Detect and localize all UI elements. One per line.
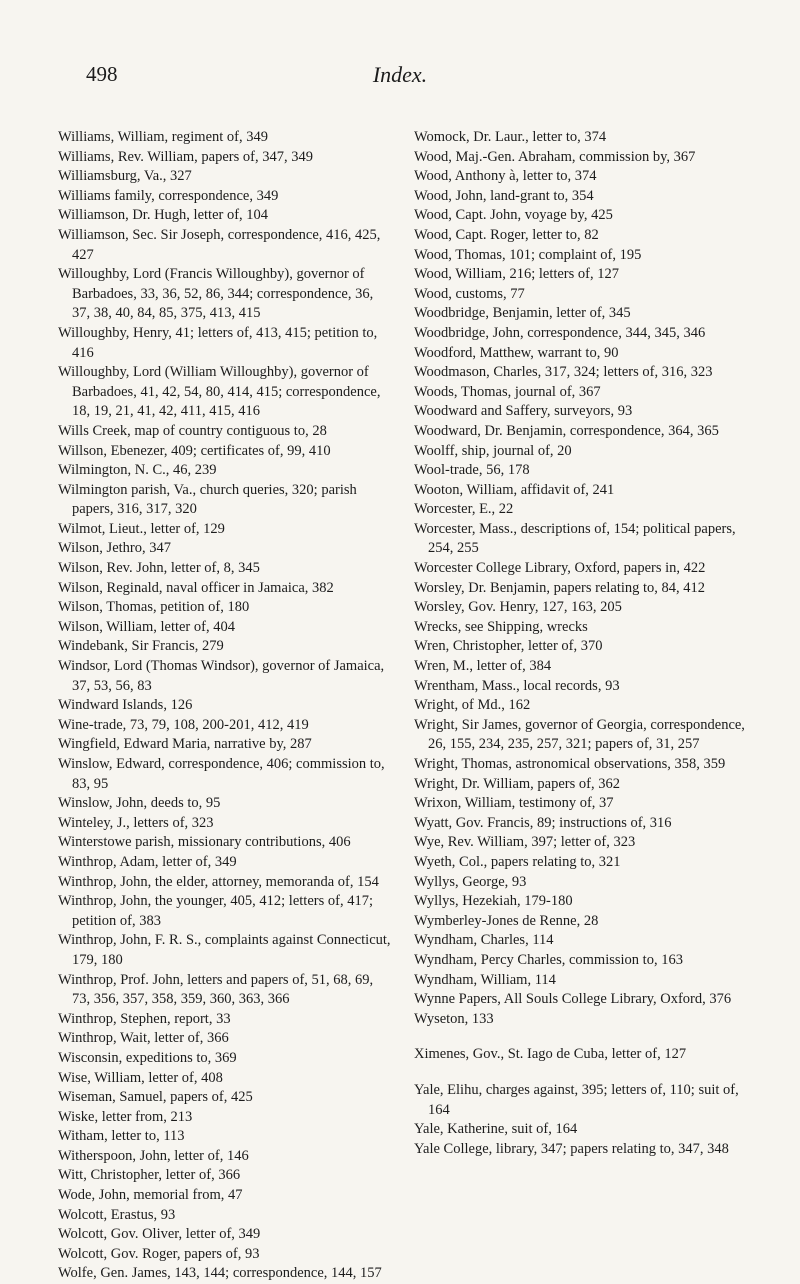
index-entry: Wright, of Md., 162: [414, 697, 531, 714]
index-entry: Wood, Thomas, 101; complaint of, 195: [414, 246, 642, 263]
page-header: [0, 62, 800, 92]
index-entry: Williams, Rev. William, papers of, 347, 349: [58, 148, 313, 165]
index-entry: Wood, Capt. Roger, letter to, 82: [414, 226, 599, 243]
index-entry: Winthrop, Stephen, report, 33: [58, 1010, 231, 1027]
index-entry: Wyndham, Charles, 114: [414, 932, 554, 949]
index-entry: Wilson, William, letter of, 404: [58, 618, 235, 635]
index-entry: Wilmington parish, Va., church queries, 320; parish papers, 316, 317, 320: [58, 481, 357, 518]
index-entry: Wood, Capt. John, voyage by, 425: [414, 207, 613, 224]
index-entry: Winthrop, John, F. R. S., complaints against Connecticut, 179, 180: [58, 932, 391, 968]
index-entry: Wright, Sir James, governor of Georgia, correspondence, 26, 155, 234, 235, 257, 321; papers of, 31, 257: [414, 716, 745, 753]
index-entry: Williams family, correspondence, 349: [58, 187, 279, 204]
index-entry: Wisconsin, expeditions to, 369: [58, 1049, 237, 1066]
index-entry: Winslow, Edward, correspondence, 406; commission to, 83, 95: [58, 756, 385, 792]
index-entry: Wyeth, Col., papers relating to, 321: [414, 853, 621, 870]
index-entry: Wilmot, Lieut., letter of, 129: [58, 520, 225, 537]
right-column: [414, 128, 750, 1159]
index-entry: Wilmington, N. C., 46, 239: [58, 462, 217, 479]
index-entry: Ximenes, Gov., St. Iago de Cuba, letter of, 127: [414, 1046, 687, 1063]
index-entry: Winslow, John, deeds to, 95: [58, 795, 221, 812]
index-entry: Wilson, Jethro, 347: [58, 540, 171, 557]
index-entry: Windsor, Lord (Thomas Windsor), governor of Jamaica, 37, 53, 56, 83: [58, 658, 385, 694]
index-entry: Wiseman, Samuel, papers of, 425: [58, 1089, 253, 1106]
index-entry: Woods, Thomas, journal of, 367: [414, 383, 601, 400]
index-entry: Winthrop, Prof. John, letters and papers of, 51, 68, 69, 73, 356, 357, 358, 359, 360, 363, 366: [58, 971, 374, 1008]
index-entry: Wyatt, Gov. Francis, 89; instructions of, 316: [414, 814, 672, 831]
index-entry: Wills Creek, map of country contiguous to, 28: [58, 422, 327, 439]
index-entry: Wolcott, Erastus, 93: [58, 1206, 176, 1223]
index-entry: Willoughby, Lord (Francis Willoughby), governor of Barbadoes, 33, 36, 52, 86, 344; correspondence, 36, 37, 38, 40, 84, 85, 375, 413, 415: [58, 266, 374, 322]
page-number: 498: [86, 62, 118, 86]
index-entry: Willoughby, Henry, 41; letters of, 413, 415; petition to, 416: [58, 324, 378, 361]
index-entry: Wyseton, 133: [414, 1010, 494, 1027]
index-entry: Wine-trade, 73, 79, 108, 200-201, 412, 419: [58, 716, 309, 733]
index-entry: Winthrop, John, the younger, 405, 412; letters of, 417; petition of, 383: [58, 893, 373, 929]
index-entry: Wood, Maj.-Gen. Abraham, commission by, 367: [414, 148, 696, 165]
index-entry: Wolcott, Gov. Oliver, letter of, 349: [58, 1226, 261, 1243]
index-entry: Worcester, E., 22: [414, 501, 514, 518]
index-entry: Wrentham, Mass., local records, 93: [414, 677, 620, 694]
index-entry: Wode, John, memorial from, 47: [58, 1187, 243, 1204]
index-entry: Willson, Ebenezer, 409; certificates of, 99, 410: [58, 442, 331, 459]
index-entry: Witham, letter to, 113: [58, 1128, 185, 1145]
index-entry: Wyllys, Hezekiah, 179-180: [414, 893, 573, 910]
index-entry: Wood, customs, 77: [414, 285, 525, 302]
index-entry: Willoughby, Lord (William Willoughby), governor of Barbadoes, 41, 42, 54, 80, 414, 415; correspondence, 18, 19, 21, 41, 42, 411, 415, 416: [58, 364, 381, 420]
index-entry: Winteley, J., letters of, 323: [58, 814, 214, 831]
index-entry: Wolfe, Gen. James, 143, 144; correspondence, 144, 157: [58, 1265, 382, 1282]
index-entry: Wolcott, Gov. Roger, papers of, 93: [58, 1245, 260, 1262]
index-entry: Wilson, Rev. John, letter of, 8, 345: [58, 560, 260, 577]
index-entry: Williamson, Dr. Hugh, letter of, 104: [58, 207, 269, 224]
index-entry: Wright, Dr. William, papers of, 362: [414, 775, 620, 792]
index-entry: Wood, William, 216; letters of, 127: [414, 266, 619, 283]
index-entry: Wright, Thomas, astronomical observations, 358, 359: [414, 756, 726, 772]
index-entry: Wooton, William, affidavit of, 241: [414, 481, 615, 498]
index-entry: Worcester College Library, Oxford, papers in, 422: [414, 560, 706, 577]
index-entry: Wood, John, land-grant to, 354: [414, 187, 594, 204]
index-entry: Wilson, Thomas, petition of, 180: [58, 599, 250, 616]
index-entry: Winthrop, John, the elder, attorney, memoranda of, 154: [58, 873, 379, 890]
index-entry: Woodford, Matthew, warrant to, 90: [414, 344, 619, 361]
index-entry: Wilson, Reginald, naval officer in Jamaica, 382: [58, 579, 334, 596]
index-entry: Wyndham, Percy Charles, commission to, 163: [414, 951, 683, 968]
index-entry: Wingfield, Edward Maria, narrative by, 287: [58, 736, 312, 753]
index-entry: Witherspoon, John, letter of, 146: [58, 1147, 249, 1164]
index-entry: Wool-trade, 56, 178: [414, 462, 530, 479]
index-entry: Woodward and Saffery, surveyors, 93: [414, 403, 633, 420]
index-entry: Winthrop, Wait, letter of, 366: [58, 1030, 229, 1047]
index-entry: Woodbridge, John, correspondence, 344, 345, 346: [414, 324, 706, 341]
index-entry: Wyndham, William, 114: [414, 971, 556, 988]
index-entry: Wynne Papers, All Souls College Library, Oxford, 376: [414, 991, 732, 1008]
index-entry: Wymberley-Jones de Renne, 28: [414, 912, 599, 929]
index-entry: Woolff, ship, journal of, 20: [414, 442, 572, 459]
index-entry: Worsley, Dr. Benjamin, papers relating to, 84, 412: [414, 579, 706, 596]
index-entry: Wrixon, William, testimony of, 37: [414, 795, 614, 812]
index-entry: Wood, Anthony à, letter to, 374: [414, 168, 597, 185]
index-entry: Wye, Rev. William, 397; letter of, 323: [414, 834, 636, 851]
index-entry: Wren, M., letter of, 384: [414, 658, 552, 675]
index-entry: Woodward, Dr. Benjamin, correspondence, 364, 365: [414, 422, 719, 439]
index-entry: Windebank, Sir Francis, 279: [58, 638, 224, 655]
index-entry: Wren, Christopher, letter of, 370: [414, 638, 603, 655]
index-entry: Worsley, Gov. Henry, 127, 163, 205: [414, 599, 622, 616]
index-entry: Woodbridge, Benjamin, letter of, 345: [414, 305, 631, 322]
index-entry: Windward Islands, 126: [58, 697, 193, 714]
index-entry: Winterstowe parish, missionary contributions, 406: [58, 834, 351, 851]
index-entry: Williamson, Sec. Sir Joseph, correspondence, 416, 425, 427: [58, 226, 381, 263]
index-entry: Williams, William, regiment of, 349: [58, 129, 268, 145]
index-entry: Yale College, library, 347; papers relating to, 347, 348: [414, 1140, 729, 1157]
index-entry: Yale, Katherine, suit of, 164: [414, 1121, 578, 1138]
index-entry: Womock, Dr. Laur., letter to, 374: [414, 129, 607, 145]
index-entry: Worcester, Mass., descriptions of, 154; political papers, 254, 255: [414, 520, 736, 557]
index-entry: Yale, Elihu, charges against, 395; letters of, 110; suit of, 164: [414, 1081, 739, 1118]
index-entry: Williamsburg, Va., 327: [58, 168, 192, 185]
running-title: Index.: [372, 62, 428, 87]
index-entry: Witt, Christopher, letter of, 366: [58, 1167, 241, 1184]
index-entry: Wyllys, George, 93: [414, 873, 527, 890]
index-entry: Wrecks, see Shipping, wrecks: [414, 618, 588, 635]
index-entry: Winthrop, Adam, letter of, 349: [58, 853, 237, 870]
index-entry: Wiske, letter from, 213: [58, 1108, 193, 1125]
index-entry: Wise, William, letter of, 408: [58, 1069, 223, 1086]
index-entry: Woodmason, Charles, 317, 324; letters of, 316, 323: [414, 364, 713, 381]
left-column: [58, 128, 394, 1284]
